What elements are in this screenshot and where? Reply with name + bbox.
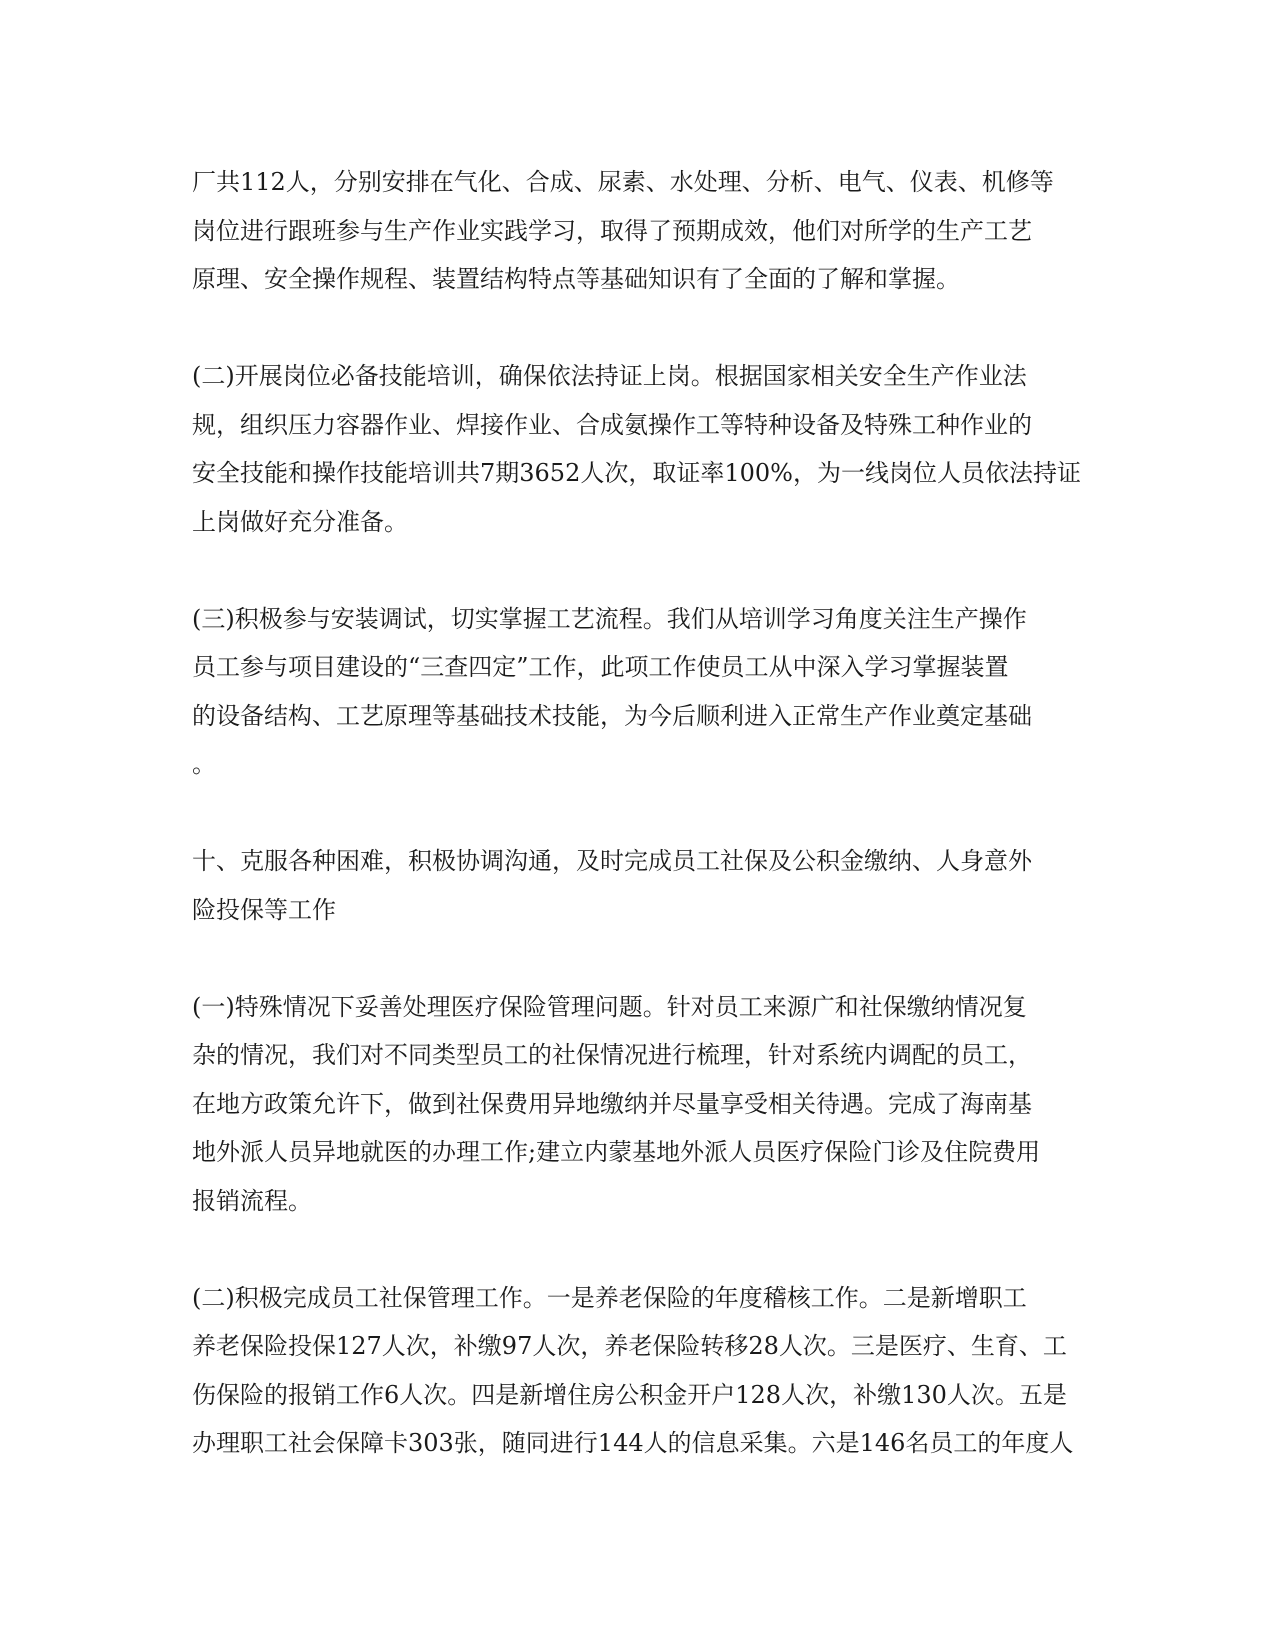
text-line: (三)积极参与安装调试，切实掌握工艺流程。我们从培训学习角度关注生产操作	[192, 604, 1027, 633]
text-line: 报销流程。	[192, 1186, 312, 1215]
paragraph-installation-commissioning	[192, 595, 1080, 789]
text-line: 规，组织压力容器作业、焊接作业、合成氨操作工等特种设备及特殊工种作业的	[192, 410, 1032, 439]
text-line: (一)特殊情况下妥善处理医疗保险管理问题。针对员工来源广和社保缴纳情况复	[192, 992, 1027, 1021]
text-line: 伤保险的报销工作6人次。四是新增住房公积金开户128人次，补缴130人次。五是	[192, 1380, 1067, 1409]
text-line: 的设备结构、工艺原理等基础技术技能，为今后顺利进入正常生产作业奠定基础	[192, 701, 1032, 730]
paragraph-medical-insurance	[192, 983, 1080, 1226]
text-line: 办理职工社会保障卡303张，随同进行144人的信息采集。六是146名员工的年度人	[192, 1429, 1074, 1457]
text-line: 厂共112人，分别安排在气化、合成、尿素、水处理、分析、电气、仪表、机修等	[192, 168, 1054, 196]
text-line: 养老保险投保127人次，补缴97人次，养老保险转移28人次。三是医疗、生育、工	[192, 1332, 1067, 1360]
text-line: 在地方政策允许下，做到社保费用异地缴纳并尽量享受相关待遇。完成了海南基	[192, 1089, 1032, 1118]
text-line: 员工参与项目建设的“三查四定”工作，此项工作使员工从中深入学习掌握装置	[192, 653, 1009, 681]
text-line: 原理、安全操作规程、装置结构特点等基础知识有了全面的了解和掌握。	[192, 265, 960, 293]
paragraph-social-security-management	[192, 1274, 1080, 1468]
text-line: 地外派人员异地就医的办理工作;建立内蒙基地外派人员医疗保险门诊及住院费用	[192, 1138, 1041, 1166]
text-line: 杂的情况，我们对不同类型员工的社保情况进行梳理，针对系统内调配的员工，	[192, 1041, 1032, 1069]
text-line: 十、克服各种困难，积极协调沟通，及时完成员工社保及公积金缴纳、人身意外	[192, 847, 1032, 875]
text-line: 险投保等工作	[192, 895, 336, 924]
text-line: 上岗做好充分准备。	[192, 507, 408, 536]
text-line: 岗位进行跟班参与生产作业实践学习，取得了预期成效，他们对所学的生产工艺	[192, 216, 1032, 245]
document-body	[192, 158, 1080, 1516]
section-heading-social-insurance	[192, 837, 1080, 934]
text-line: 安全技能和操作技能培训共7期3652人次，取证率100%，为一线岗位人员依法持证	[192, 459, 1081, 487]
paragraph-skills-training	[192, 352, 1080, 546]
paragraph-training-results	[192, 158, 1080, 304]
text-line: (二)开展岗位必备技能培训，确保依法持证上岗。根据国家相关安全生产作业法	[192, 362, 1027, 390]
text-line: (二)积极完成员工社保管理工作。一是养老保险的年度稽核工作。二是新增职工	[192, 1283, 1027, 1312]
text-line: 。	[192, 750, 216, 778]
